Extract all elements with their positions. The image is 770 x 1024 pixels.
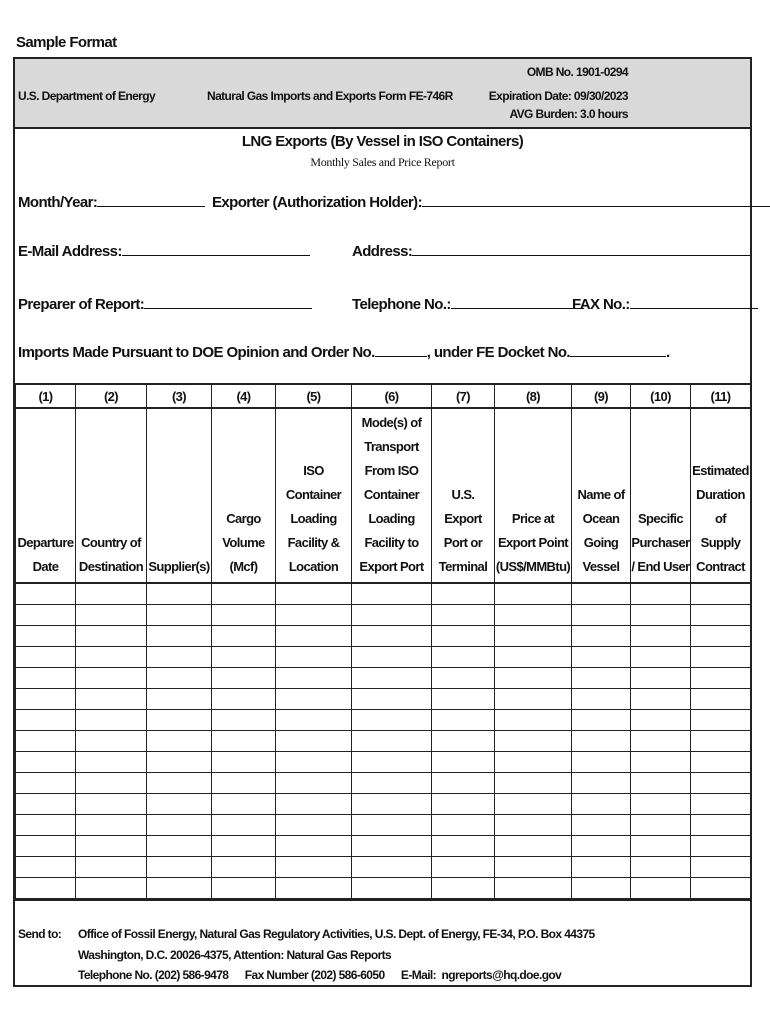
table-cell[interactable] bbox=[432, 731, 495, 752]
column-number-3: (3) bbox=[147, 384, 212, 408]
column-number-10: (10) bbox=[631, 384, 691, 408]
table-cell[interactable] bbox=[147, 689, 212, 710]
table-cell[interactable] bbox=[352, 605, 432, 626]
address-field[interactable] bbox=[352, 241, 750, 260]
table-cell[interactable] bbox=[276, 689, 352, 710]
table-cell[interactable] bbox=[691, 668, 751, 689]
expiration-date: Expiration Date: 09/30/2023 bbox=[488, 89, 628, 103]
table-cell[interactable] bbox=[495, 647, 572, 668]
table-cell[interactable] bbox=[691, 689, 751, 710]
table-cell[interactable] bbox=[432, 878, 495, 899]
table-cell[interactable] bbox=[631, 583, 691, 605]
table-cell[interactable] bbox=[631, 794, 691, 815]
column-header-3 bbox=[147, 408, 212, 583]
table-cell[interactable] bbox=[16, 710, 76, 731]
table-cell[interactable] bbox=[16, 668, 76, 689]
table-cell[interactable] bbox=[147, 752, 212, 773]
table-cell[interactable] bbox=[76, 647, 147, 668]
table-cell[interactable] bbox=[495, 836, 572, 857]
column-header-line: Supply bbox=[700, 535, 741, 550]
table-cell[interactable] bbox=[691, 647, 751, 668]
table-cell[interactable] bbox=[147, 668, 212, 689]
table-cell[interactable] bbox=[495, 583, 572, 605]
table-cell[interactable] bbox=[212, 752, 276, 773]
table-cell[interactable] bbox=[276, 857, 352, 878]
table-cell[interactable] bbox=[691, 878, 751, 899]
table-cell[interactable] bbox=[147, 773, 212, 794]
column-number-6: (6) bbox=[352, 384, 432, 408]
table-cell[interactable] bbox=[147, 836, 212, 857]
table-cell[interactable] bbox=[276, 878, 352, 899]
column-header-1 bbox=[16, 408, 76, 583]
column-header-line: Vessel bbox=[582, 559, 620, 574]
report-subtitle: Monthly Sales and Price Report bbox=[310, 155, 455, 169]
column-header-line: Terminal bbox=[438, 559, 488, 574]
column-header-line: Mode(s) of bbox=[361, 415, 422, 430]
table-cell[interactable] bbox=[76, 605, 147, 626]
column-header-7 bbox=[432, 408, 495, 583]
table-cell[interactable] bbox=[352, 583, 432, 605]
table-cell[interactable] bbox=[432, 647, 495, 668]
sales-table-area bbox=[15, 383, 750, 899]
table-cell[interactable] bbox=[631, 668, 691, 689]
column-header-line: Transport bbox=[364, 439, 419, 454]
table-cell[interactable] bbox=[276, 605, 352, 626]
table-cell[interactable] bbox=[147, 647, 212, 668]
column-number-11: (11) bbox=[691, 384, 751, 408]
column-number-2: (2) bbox=[76, 384, 147, 408]
table-cell[interactable] bbox=[691, 605, 751, 626]
column-header-line: Loading bbox=[368, 511, 415, 526]
table-cell[interactable] bbox=[572, 857, 631, 878]
table-row bbox=[16, 710, 751, 731]
table-cell[interactable] bbox=[495, 689, 572, 710]
table-cell[interactable] bbox=[16, 794, 76, 815]
column-header-5 bbox=[276, 408, 352, 583]
table-cell[interactable] bbox=[631, 857, 691, 878]
table-cell[interactable] bbox=[572, 836, 631, 857]
table-cell[interactable] bbox=[16, 626, 76, 647]
table-cell[interactable] bbox=[76, 878, 147, 899]
column-header-line: From ISO bbox=[364, 463, 419, 478]
table-cell[interactable] bbox=[352, 731, 432, 752]
column-header-line: Purchaser bbox=[631, 535, 690, 550]
column-header-line: ISO Container bbox=[285, 463, 342, 502]
table-cell[interactable] bbox=[212, 710, 276, 731]
table-cell[interactable] bbox=[16, 689, 76, 710]
imports-end-period: . bbox=[665, 344, 670, 361]
table-cell[interactable] bbox=[631, 626, 691, 647]
column-header-line: Container bbox=[363, 487, 420, 502]
column-header-line: (US$/MMBtu) bbox=[495, 559, 571, 574]
column-header-line: Volume bbox=[222, 535, 265, 550]
table-cell[interactable] bbox=[147, 731, 212, 752]
sample-format-label: Sample Format bbox=[16, 34, 117, 51]
column-number-4: (4) bbox=[212, 384, 276, 408]
month-year-line[interactable] bbox=[97, 192, 205, 207]
preparer-line[interactable] bbox=[144, 294, 312, 309]
imports-docket-label: , under FE Docket No. bbox=[426, 344, 570, 361]
telephone-line[interactable] bbox=[451, 294, 584, 309]
table-cell[interactable] bbox=[691, 794, 751, 815]
column-header-line: Specific bbox=[637, 511, 684, 526]
table-row bbox=[16, 583, 751, 605]
table-cell[interactable] bbox=[572, 773, 631, 794]
table-cell[interactable] bbox=[276, 647, 352, 668]
table-cell[interactable] bbox=[147, 605, 212, 626]
table-cell[interactable] bbox=[16, 857, 76, 878]
table-cell[interactable] bbox=[276, 815, 352, 836]
table-cell[interactable] bbox=[147, 583, 212, 605]
fax-line[interactable] bbox=[630, 294, 758, 309]
table-cell[interactable] bbox=[631, 878, 691, 899]
table-row bbox=[16, 731, 751, 752]
column-header-line: Going bbox=[583, 535, 619, 550]
avg-burden: AVG Burden: 3.0 hours bbox=[509, 107, 628, 121]
table-cell[interactable] bbox=[691, 626, 751, 647]
exporter-label: Exporter (Authorization Holder): bbox=[212, 194, 422, 211]
table-cell[interactable] bbox=[16, 605, 76, 626]
table-row bbox=[16, 773, 751, 794]
table-cell[interactable] bbox=[212, 668, 276, 689]
table-cell[interactable] bbox=[572, 752, 631, 773]
table-cell[interactable] bbox=[432, 773, 495, 794]
table-cell[interactable] bbox=[352, 836, 432, 857]
table-cell[interactable] bbox=[16, 731, 76, 752]
table-cell[interactable] bbox=[432, 605, 495, 626]
table-cell[interactable] bbox=[495, 626, 572, 647]
table-cell[interactable] bbox=[495, 710, 572, 731]
table-cell[interactable] bbox=[352, 689, 432, 710]
table-cell[interactable] bbox=[572, 878, 631, 899]
table-cell[interactable] bbox=[147, 815, 212, 836]
table-cell[interactable] bbox=[631, 605, 691, 626]
table-cell[interactable] bbox=[352, 815, 432, 836]
table-cell[interactable] bbox=[16, 878, 76, 899]
column-header-line: Export Port bbox=[359, 559, 424, 574]
table-cell[interactable] bbox=[572, 731, 631, 752]
column-header-line: Loading bbox=[290, 511, 337, 526]
column-header-line: Name of bbox=[577, 487, 625, 502]
table-cell[interactable] bbox=[212, 605, 276, 626]
table-row bbox=[16, 836, 751, 857]
table-cell[interactable] bbox=[352, 647, 432, 668]
column-header-line: Ocean bbox=[582, 511, 620, 526]
preparer-label: Preparer of Report: bbox=[18, 296, 145, 313]
fax-label: FAX No.: bbox=[572, 296, 630, 313]
table-cell[interactable] bbox=[691, 815, 751, 836]
table-row bbox=[16, 878, 751, 899]
table-cell[interactable] bbox=[76, 773, 147, 794]
column-header-11 bbox=[691, 408, 751, 583]
table-cell[interactable] bbox=[76, 815, 147, 836]
table-cell[interactable] bbox=[76, 731, 147, 752]
table-cell[interactable] bbox=[76, 794, 147, 815]
table-cell[interactable] bbox=[76, 689, 147, 710]
table-cell[interactable] bbox=[432, 857, 495, 878]
table-cell[interactable] bbox=[432, 626, 495, 647]
month-year-field[interactable] bbox=[18, 192, 205, 211]
column-number-1: (1) bbox=[16, 384, 76, 408]
table-cell[interactable] bbox=[147, 710, 212, 731]
table-row bbox=[16, 857, 751, 878]
table-cell[interactable] bbox=[495, 668, 572, 689]
table-cell[interactable] bbox=[495, 878, 572, 899]
footer-address-line-2: Washington, D.C. 20026-4375, Attention: Natural Gas Reports bbox=[78, 948, 392, 962]
table-cell[interactable] bbox=[276, 710, 352, 731]
table-cell[interactable] bbox=[631, 773, 691, 794]
column-header-row bbox=[16, 408, 751, 583]
table-cell[interactable] bbox=[212, 794, 276, 815]
table-cell[interactable] bbox=[276, 752, 352, 773]
table-cell[interactable] bbox=[572, 710, 631, 731]
table-cell[interactable] bbox=[212, 836, 276, 857]
table-cell[interactable] bbox=[352, 857, 432, 878]
column-header-6 bbox=[352, 408, 432, 583]
table-cell[interactable] bbox=[691, 857, 751, 878]
column-header-line: Contract bbox=[696, 559, 745, 574]
table-cell[interactable] bbox=[495, 815, 572, 836]
table-cell[interactable] bbox=[352, 710, 432, 731]
table-cell[interactable] bbox=[352, 626, 432, 647]
column-header-10 bbox=[631, 408, 691, 583]
table-cell[interactable] bbox=[16, 647, 76, 668]
table-cell[interactable] bbox=[276, 668, 352, 689]
table-row bbox=[16, 689, 751, 710]
table-row bbox=[16, 815, 751, 836]
table-cell[interactable] bbox=[631, 836, 691, 857]
column-header-line: (Mcf) bbox=[229, 559, 258, 574]
table-body bbox=[16, 583, 751, 899]
send-to-label: Send to: bbox=[18, 927, 62, 941]
table-cell[interactable] bbox=[147, 878, 212, 899]
table-cell[interactable] bbox=[432, 583, 495, 605]
column-number-9: (9) bbox=[572, 384, 631, 408]
table-cell[interactable] bbox=[432, 752, 495, 773]
table-cell[interactable] bbox=[76, 626, 147, 647]
preparer-field[interactable] bbox=[18, 294, 312, 313]
table-cell[interactable] bbox=[76, 583, 147, 605]
table-cell[interactable] bbox=[16, 815, 76, 836]
table-cell[interactable] bbox=[16, 773, 76, 794]
column-header-9 bbox=[572, 408, 631, 583]
sales-table bbox=[15, 383, 751, 899]
table-cell[interactable] bbox=[212, 878, 276, 899]
column-number-5: (5) bbox=[276, 384, 352, 408]
column-header-line: Date bbox=[32, 559, 59, 574]
imports-order-label: Imports Made Pursuant to DOE Opinion and Order No. bbox=[18, 344, 375, 361]
table-cell[interactable] bbox=[16, 583, 76, 605]
table-cell[interactable] bbox=[691, 583, 751, 605]
table-cell[interactable] bbox=[691, 836, 751, 857]
table-cell[interactable] bbox=[691, 710, 751, 731]
table-cell[interactable] bbox=[432, 794, 495, 815]
email-field[interactable] bbox=[18, 241, 310, 260]
table-cell[interactable] bbox=[352, 878, 432, 899]
docket-number-line[interactable] bbox=[570, 342, 666, 357]
table-row bbox=[16, 647, 751, 668]
table-cell[interactable] bbox=[495, 794, 572, 815]
table-cell[interactable] bbox=[432, 836, 495, 857]
column-header-line: Estimated bbox=[692, 463, 749, 478]
table-cell[interactable] bbox=[212, 857, 276, 878]
table-cell[interactable] bbox=[495, 752, 572, 773]
exporter-field[interactable] bbox=[212, 192, 770, 211]
table-cell[interactable] bbox=[212, 773, 276, 794]
table-cell[interactable] bbox=[572, 794, 631, 815]
table-cell[interactable] bbox=[147, 794, 212, 815]
table-cell[interactable] bbox=[572, 626, 631, 647]
footer bbox=[15, 899, 750, 987]
table-cell[interactable] bbox=[495, 773, 572, 794]
address-line[interactable] bbox=[412, 241, 750, 256]
table-cell[interactable] bbox=[432, 689, 495, 710]
table-cell[interactable] bbox=[76, 836, 147, 857]
table-cell[interactable] bbox=[212, 689, 276, 710]
column-header-4 bbox=[212, 408, 276, 583]
month-year-label: Month/Year: bbox=[18, 194, 98, 211]
column-header-line: Port or bbox=[443, 535, 483, 550]
table-cell[interactable] bbox=[495, 605, 572, 626]
table-cell[interactable] bbox=[572, 647, 631, 668]
imports-field bbox=[18, 342, 670, 361]
table-cell[interactable] bbox=[495, 731, 572, 752]
table-cell[interactable] bbox=[631, 647, 691, 668]
footer-address-line-1: Office of Fossil Energy, Natural Gas Regulatory Activities, U.S. Dept. of Energy, FE-34, P.O. Box 44375 bbox=[78, 927, 595, 941]
table-cell[interactable] bbox=[691, 731, 751, 752]
table-cell[interactable] bbox=[147, 857, 212, 878]
table-cell[interactable] bbox=[76, 710, 147, 731]
table-cell[interactable] bbox=[432, 668, 495, 689]
table-cell[interactable] bbox=[691, 773, 751, 794]
table-cell[interactable] bbox=[212, 647, 276, 668]
table-cell[interactable] bbox=[276, 836, 352, 857]
column-header-line: Facility to bbox=[364, 535, 419, 550]
table-cell[interactable] bbox=[631, 710, 691, 731]
table-cell[interactable] bbox=[352, 752, 432, 773]
email-line[interactable] bbox=[122, 241, 310, 256]
column-header-line: U.S. Export bbox=[444, 487, 482, 526]
column-header-line: Departure bbox=[17, 535, 74, 550]
table-cell[interactable] bbox=[212, 815, 276, 836]
table-cell[interactable] bbox=[16, 752, 76, 773]
column-header-line: Price at bbox=[511, 511, 555, 526]
table-cell[interactable] bbox=[276, 626, 352, 647]
column-number-8: (8) bbox=[495, 384, 572, 408]
table-cell[interactable] bbox=[16, 836, 76, 857]
order-number-line[interactable] bbox=[375, 342, 427, 357]
column-number-row bbox=[16, 384, 751, 408]
department-name: U.S. Department of Energy bbox=[18, 89, 156, 103]
table-cell[interactable] bbox=[572, 689, 631, 710]
exporter-line[interactable] bbox=[422, 192, 770, 207]
address-label: Address: bbox=[352, 243, 413, 260]
footer-contact-line: Telephone No. (202) 586-9478 Fax Number (202) 586-6050 E-Mail: ngreports@hq.doe.gov bbox=[78, 968, 562, 982]
telephone-field[interactable] bbox=[352, 294, 584, 313]
table-row bbox=[16, 794, 751, 815]
column-header-line: Cargo bbox=[226, 511, 261, 526]
form-fe-746r bbox=[13, 57, 752, 987]
table-cell[interactable] bbox=[572, 668, 631, 689]
table-cell[interactable] bbox=[352, 794, 432, 815]
table-cell[interactable] bbox=[76, 668, 147, 689]
table-cell[interactable] bbox=[276, 731, 352, 752]
table-row bbox=[16, 668, 751, 689]
table-cell[interactable] bbox=[631, 689, 691, 710]
fax-field[interactable] bbox=[572, 294, 758, 313]
table-cell[interactable] bbox=[631, 731, 691, 752]
table-cell[interactable] bbox=[572, 583, 631, 605]
report-title: LNG Exports (By Vessel in ISO Containers) bbox=[241, 133, 524, 150]
table-cell[interactable] bbox=[212, 731, 276, 752]
column-header-line: Supplier(s) bbox=[148, 559, 210, 574]
table-cell[interactable] bbox=[76, 857, 147, 878]
form-name: Natural Gas Imports and Exports Form FE-746R bbox=[207, 89, 453, 103]
column-header-line: Facility & bbox=[287, 535, 340, 550]
table-cell[interactable] bbox=[572, 815, 631, 836]
table-row bbox=[16, 752, 751, 773]
table-cell[interactable] bbox=[352, 668, 432, 689]
column-header-line: Duration of bbox=[696, 487, 745, 526]
table-cell[interactable] bbox=[147, 626, 212, 647]
table-cell[interactable] bbox=[691, 752, 751, 773]
table-cell[interactable] bbox=[572, 605, 631, 626]
telephone-label: Telephone No.: bbox=[352, 296, 451, 313]
table-cell[interactable] bbox=[352, 773, 432, 794]
omb-number: OMB No. 1901-0294 bbox=[526, 65, 628, 79]
table-cell[interactable] bbox=[276, 773, 352, 794]
table-cell[interactable] bbox=[212, 626, 276, 647]
table-cell[interactable] bbox=[631, 815, 691, 836]
table-cell[interactable] bbox=[631, 752, 691, 773]
table-row bbox=[16, 605, 751, 626]
column-header-line: / End User bbox=[631, 559, 690, 574]
table-cell[interactable] bbox=[76, 752, 147, 773]
column-header-line: Location bbox=[288, 559, 339, 574]
column-header-line: Destination bbox=[78, 559, 144, 574]
column-header-8 bbox=[495, 408, 572, 583]
table-cell[interactable] bbox=[432, 710, 495, 731]
table-cell[interactable] bbox=[432, 815, 495, 836]
column-number-7: (7) bbox=[432, 384, 495, 408]
form-header bbox=[15, 59, 750, 129]
table-cell[interactable] bbox=[276, 794, 352, 815]
column-header-2 bbox=[76, 408, 147, 583]
column-header-line: Export Point bbox=[497, 535, 569, 550]
table-cell[interactable] bbox=[212, 583, 276, 605]
column-header-line: Country of bbox=[81, 535, 141, 550]
table-row bbox=[16, 626, 751, 647]
email-label: E-Mail Address: bbox=[18, 243, 122, 260]
table-cell[interactable] bbox=[276, 583, 352, 605]
table-cell[interactable] bbox=[495, 857, 572, 878]
